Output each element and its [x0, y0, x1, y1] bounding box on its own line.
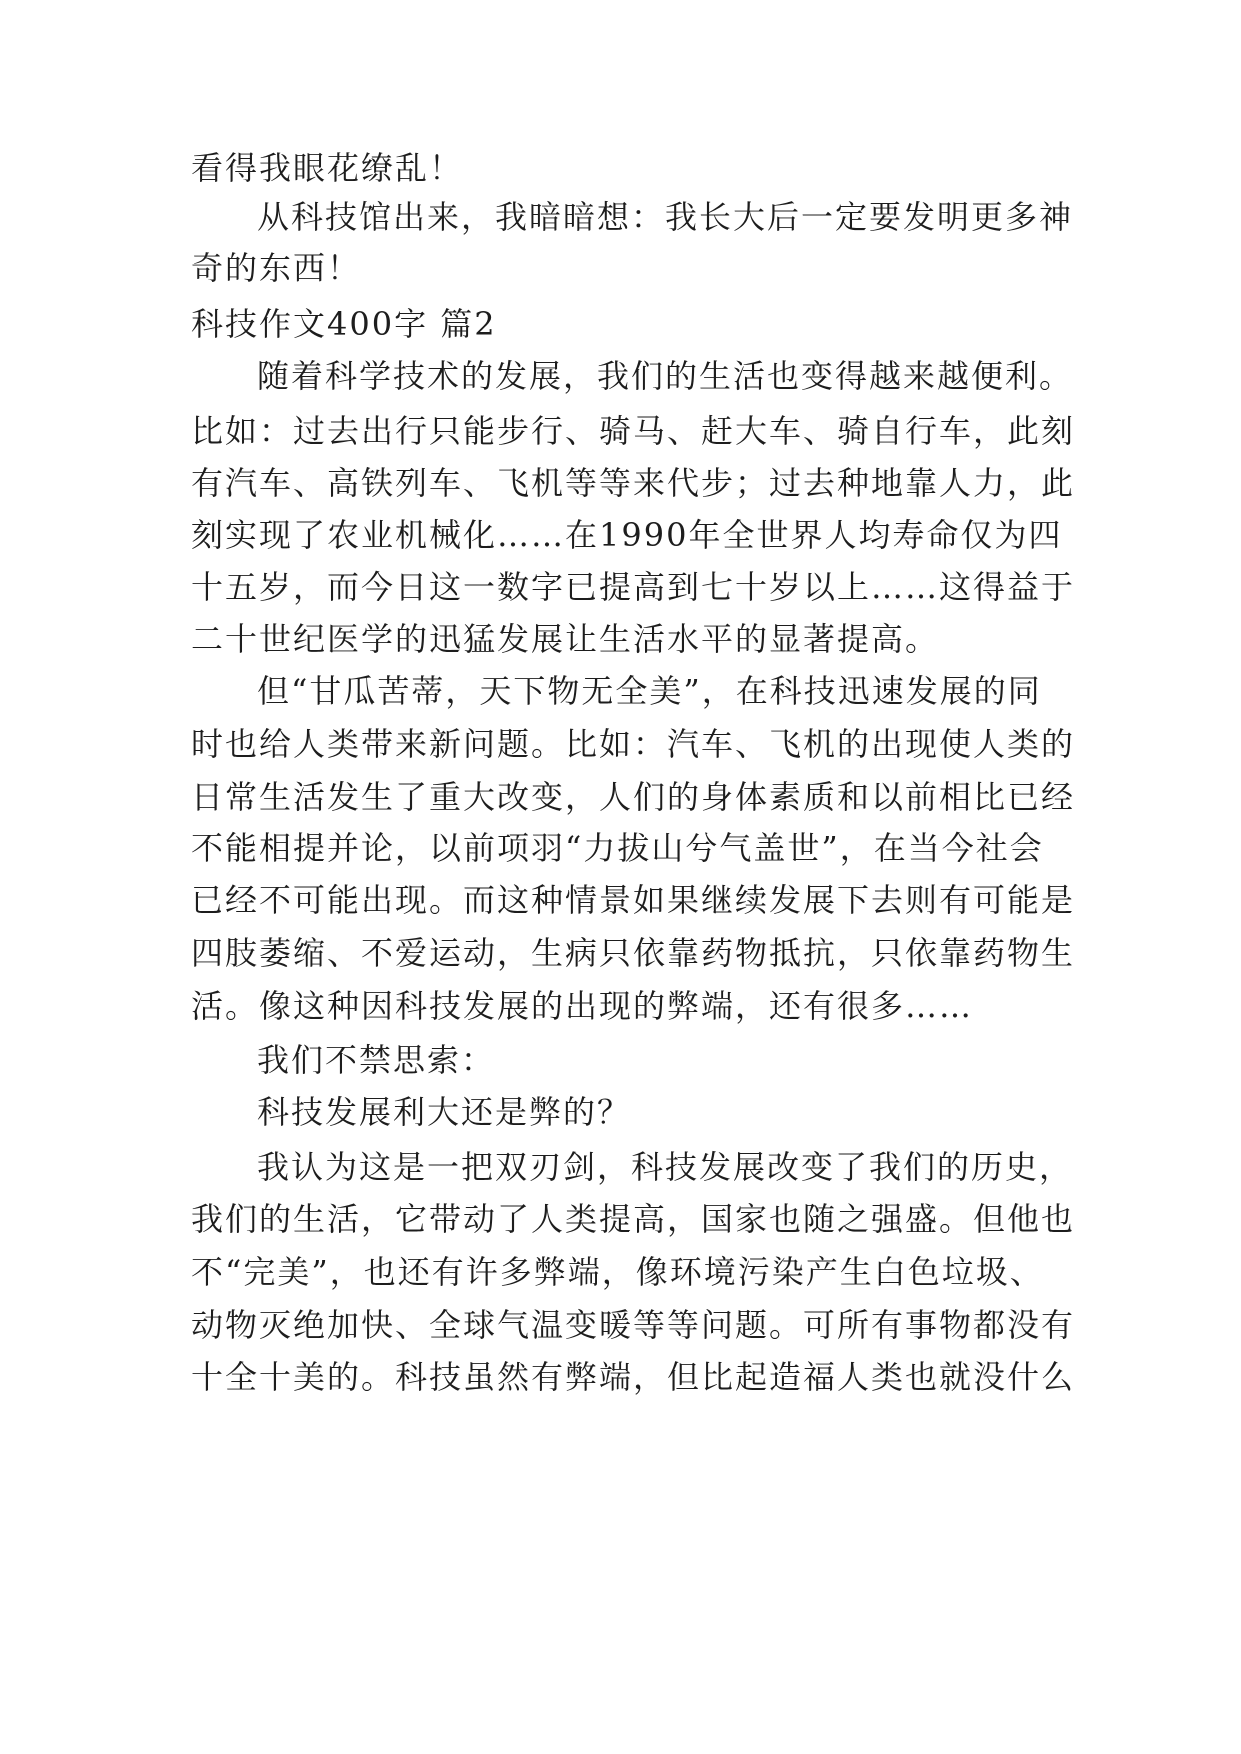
text-line: 活。像这种因科技发展的出现的弊端，还有很多…… [191, 987, 974, 1025]
text-line: 看得我眼花缭乱！ [191, 149, 464, 187]
text-line: 已经不可能出现。而这种情景如果继续发展下去则有可能是 [191, 881, 1076, 919]
text-line: 十全十美的。科技虽然有弊端，但比起造福人类也就没什么 [191, 1358, 1076, 1396]
paragraph-start: 我们不禁思索： [257, 1041, 496, 1079]
text-line: 有汽车、高铁列车、飞机等等来代步；过去种地靠人力，此 [191, 464, 1076, 502]
text-line: 四肢萎缩、不爱运动，生病只依靠药物抵抗，只依靠药物生 [191, 934, 1076, 972]
text-line: 十五岁，而今日这一数字已提高到七十岁以上……这得益于 [191, 568, 1076, 606]
paragraph-start: 从科技馆出来，我暗暗想：我长大后一定要发明更多神 [257, 198, 1074, 236]
text-line: 二十世纪医学的迅猛发展让生活水平的显著提高。 [191, 620, 940, 658]
paragraph-start: 科技发展利大还是弊的？ [257, 1093, 632, 1131]
text-line: 不能相提并论，以前项羽“力拔山兮气盖世”，在当今社会 [191, 829, 1044, 867]
paragraph-start: 但“甘瓜苦蒂，天下物无全美”，在科技迅速发展的同 [257, 672, 1042, 710]
text-line: 奇的东西！ [191, 249, 362, 287]
text-line: 比如：过去出行只能步行、骑马、赶大车、骑自行车，此刻 [191, 412, 1076, 450]
text-line: 刻实现了农业机械化……在1990年全世界人均寿命仅为四 [191, 516, 1063, 554]
text-line: 我们的生活，它带动了人类提高，国家也随之强盛。但他也 [191, 1200, 1076, 1238]
text-line: 时也给人类带来新问题。比如：汽车、飞机的出现使人类的 [191, 725, 1076, 763]
text-line: 日常生活发生了重大改变，人们的身体素质和以前相比已经 [191, 778, 1076, 816]
paragraph-start: 随着科学技术的发展，我们的生活也变得越来越便利。 [257, 357, 1074, 395]
section-heading: 科技作文400字 篇2 [191, 305, 497, 343]
paragraph-start: 我认为这是一把双刃剑，科技发展改变了我们的历史， [257, 1148, 1074, 1186]
text-line: 动物灭绝加快、全球气温变暖等等问题。可所有事物都没有 [191, 1306, 1076, 1344]
text-line: 不“完美”，也还有许多弊端，像环境污染产生白色垃圾、 [191, 1253, 1044, 1291]
